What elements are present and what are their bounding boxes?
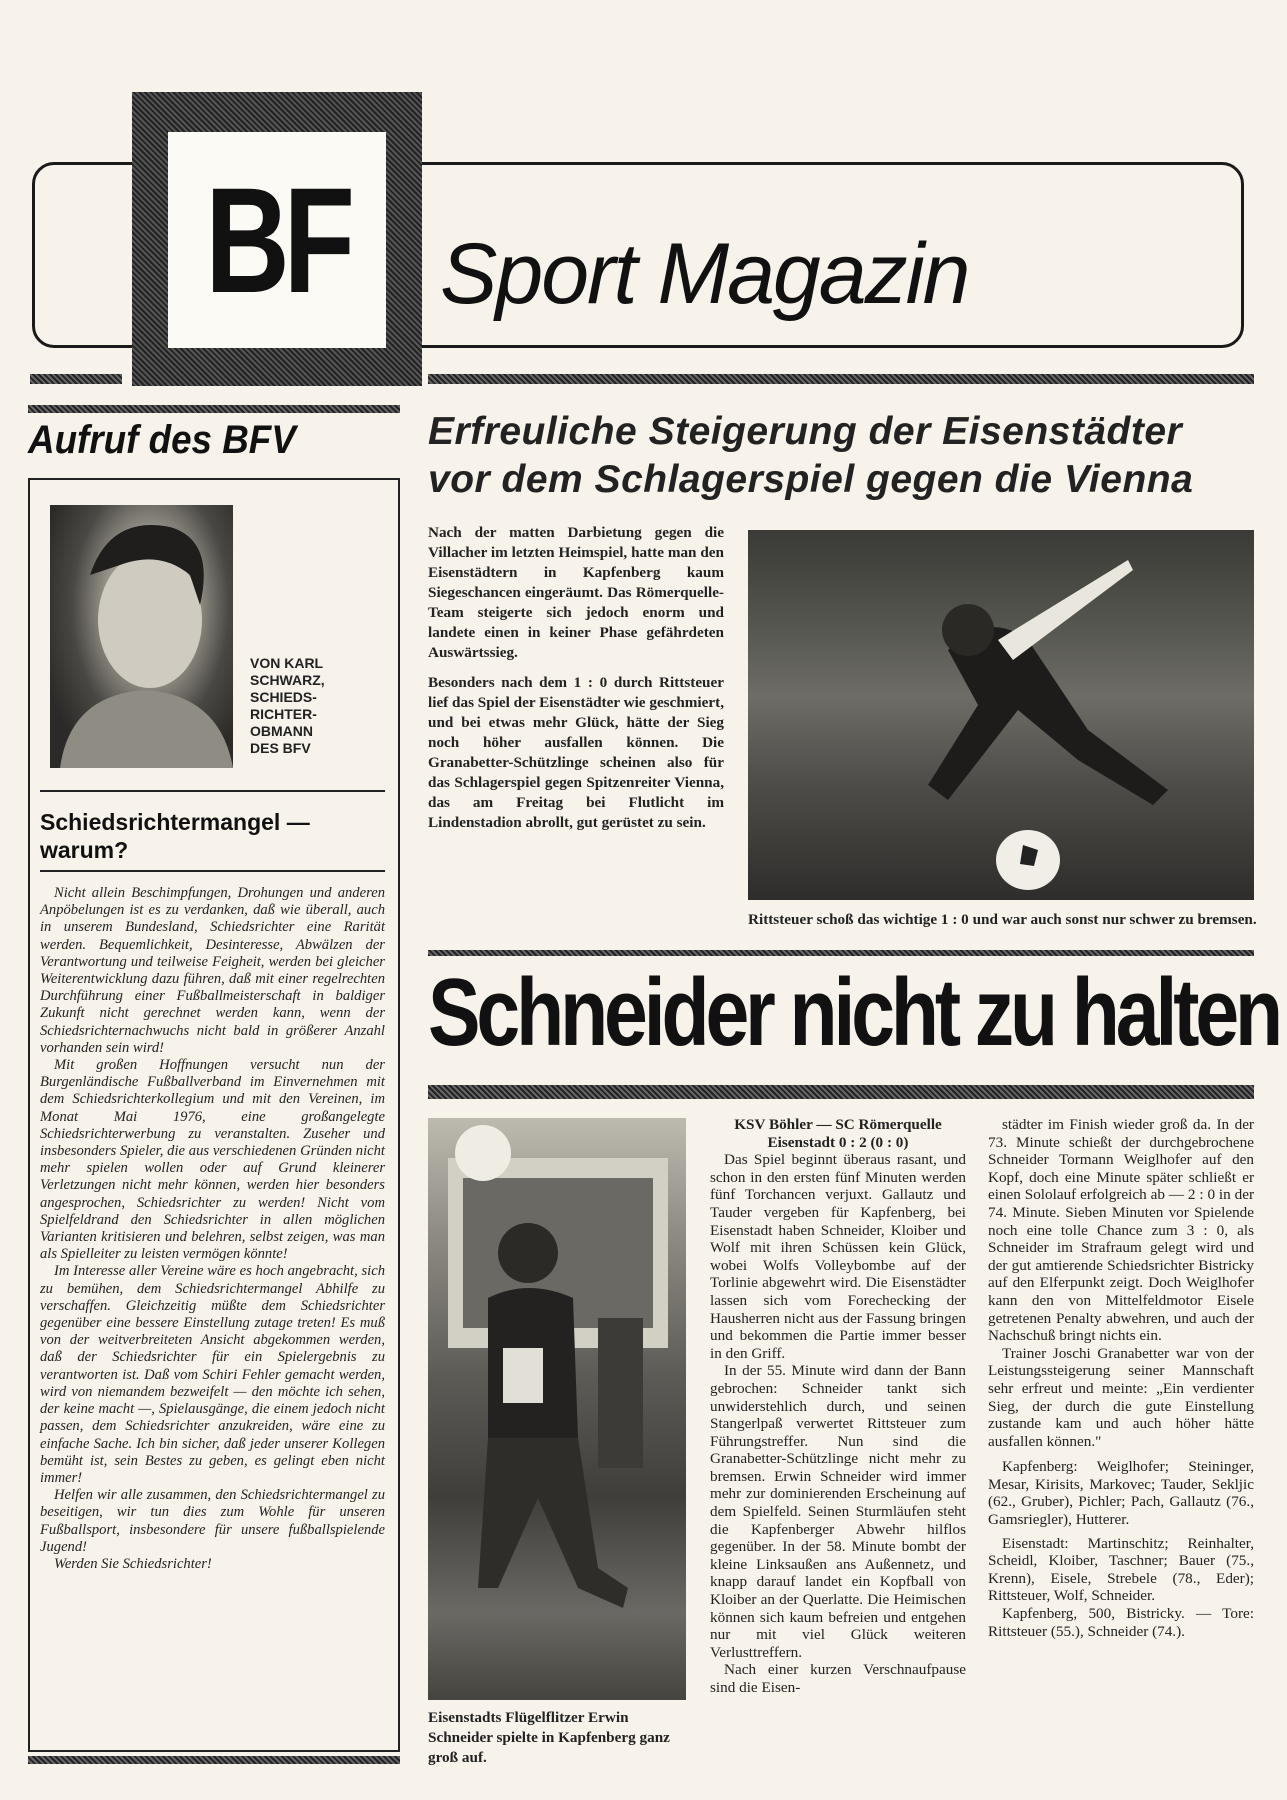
article2-photo-caption: Eisenstadts Flügelflitzer Erwin Schneider spielte in Kapfenberg ganz groß auf. [428, 1709, 670, 1766]
lineup-kapfenberg: Kapfenberg: Weiglhofer; Steininger, Mesar, Kirisits, Markovec; Tauder, Sekljic (62., Gruber), Pichler; Pach, Gallautz (76., Gamsriegler), Hutterer. [988, 1458, 1254, 1529]
article2-column-3 [988, 1116, 1254, 1640]
article1-text [428, 523, 724, 843]
author-byline [250, 655, 370, 757]
byline-line: VON KARL [250, 655, 324, 671]
rule-right-top [428, 374, 1254, 384]
author-portrait [50, 505, 233, 768]
left-column-text [40, 885, 385, 1573]
rule-left-short [30, 374, 122, 384]
paragraph: Das Spiel beginnt überaus rasant, und schon in den ersten fünf Minuten werden fünf Torchancen verjuxt. Gallautz und Tauder vergeben für Kapfenberg, bei Eisenstadt haben Schneider, Kloiber und Wolf mit ihren Schüssen kein Glück, wobei Wolfs Volleybombe auf der Torlinie abgewehrt wird. Die Eisenstädter lassen sich vom Forechecking der Hausherren nicht aus der Fassung bringen und bekommen die Partie immer besser in den Griff. [710, 1151, 966, 1362]
rule-left-bottom [28, 1756, 400, 1764]
article2-headline: Schneider nicht zu halten [428, 959, 1280, 1066]
paragraph: Besonders nach dem 1 : 0 durch Rittsteuer lief das Spiel der Eisenstädter wie geschmiert, und bei etwas mehr Glück, hätte der Sieg noch höher ausfallen können. Die Granabetter-Schützlinge scheinen also für das Schlagerspiel gegen Spitzenreiter Vienna, das am Freitag bei Flutlicht im Lindenstadion abrollt, gut gerüstet zu sein. [428, 674, 724, 831]
article1-headline [428, 408, 1258, 504]
match-header: KSV Böhler — SC Römerquelle Eisenstadt 0 : 2 (0 : 0) [734, 1116, 942, 1151]
article2-column-2 [710, 1116, 966, 1697]
byline-line: DES BFV [250, 740, 311, 756]
rule-above-headline2 [428, 950, 1254, 956]
left-column-heading: Aufruf des BFV [28, 418, 296, 462]
headline-line: Erfreuliche Steigerung der Eisenstädter [428, 410, 1183, 453]
left-subheading: Schiedsrichtermangel — warum? [40, 809, 310, 863]
rule-left-column [28, 405, 400, 413]
lineup-eisenstadt: Eisenstadt: Martinschitz; Reinhalter, Scheidl, Kloiber, Taschner; Bauer (75., Krenn), Eisele, Strebele (78., Eder); Rittsteuer, Wolf, Schneider. [988, 1534, 1254, 1605]
byline-line: SCHWARZ, [250, 672, 325, 688]
paragraph: In der 55. Minute wird dann der Bann gebrochen: Schneider tankt sich unwiderstehlich durch, und seinen Stangerlpaß verwertet Rittsteuer zum Führungstreffer. Nun sind die Granabetter-Schützlinge nicht mehr zu bremsen. Erwin Schneider wird immer mehr zur dominierenden Erscheinung auf dem Spielfeld. Seinen Sturmläufen steht die Kapfenberger Abwehr hilflos gegenüber. In der 58. Minute bombt der kleine Linksaußen ans Außennetz, und knapp darauf landet ein Kopfball von Kloiber an der Querlatte. Die Heimischen können sich kaum befreien und entgehen nur mit viel Glück weiteren Verlusttreffern. [710, 1362, 966, 1661]
article2-photo [428, 1118, 686, 1700]
logo: BF [205, 155, 349, 324]
paragraph: Werden Sie Schiedsrichter! [54, 1555, 212, 1572]
paragraph: Nicht allein Beschimpfungen, Drohungen und anderen Anpöbelungen ist es zu verdanken, daß wie überall, auch in unserem Bundesland, Schiedsrichter eine Rarität werden. Bequemlichkeit, Desinteresse, Abwälzen der Verantwortung und teilweise Feigheit, werden bei gleicher Weiterentwicklung dazu führen, daß mit einer regelrechten Durchführung einer Fußballmeisterschaft in baldiger Zukunft nicht gerechnet werden kann, wenn der Schiedsrichternachwuchs nicht bald in größerer Anzahl vorhanden sein wird! [40, 885, 385, 1056]
byline-line: SCHIEDS- [250, 689, 317, 705]
article1-photo [748, 530, 1254, 900]
divider-left-2 [40, 870, 385, 872]
portrait-figure [50, 505, 233, 768]
byline-line: OBMANN [250, 723, 313, 739]
rule-below-headline2 [428, 1085, 1254, 1099]
paragraph: Nach einer kurzen Verschnaufpause sind die Eisen- [710, 1661, 966, 1696]
magazine-title: Sport Magazin [440, 226, 969, 322]
article1-photo-caption: Rittsteuer schoß das wichtige 1 : 0 und war auch sonst nur schwer zu bremsen. [748, 911, 1257, 928]
paragraph: Nach der matten Darbietung gegen die Villacher im letzten Heimspiel, hatte man den Eisenstädtern in Kapfenberg kaum Siegeschancen eingeräumt. Das Römerquelle-Team steigerte sich jedoch enorm und landete einen in keiner Phase gefährdeten Auswärtssieg. [428, 524, 724, 661]
headline-line: vor dem Schlagerspiel gegen die Vienna [428, 458, 1194, 501]
paragraph: Mit großen Hoffnungen versucht nun der Burgenländische Fußballverband im Einvernehmen mit dem Schiedsrichterkollegium und mit den Vereinen, im Monat Mai 1976, eine großangelegte Schiedsrichterwerbung zu veranstalten. Zuseher und insbesonders Spieler, die aus verschiedenen Gründen nicht mehr spielen wollen oder auf Grund kleinerer Verletzungen nicht mehr können, werden hier besonders angesprochen, Schiedsrichter zu werden! Nicht vom Spielfeldrand den Schiedsrichter in allen möglichen Varianten kritisieren und belehren, selbst zeigen, was man als Spielleiter zu leisten vermögen könnte! [40, 1057, 385, 1263]
paragraph: Im Interesse aller Vereine wäre es hoch angebracht, sich zu bemühen, dem Schiedsrichtermangel Abhilfe zu verschaffen. Gleichzeitig müßte dem Schiedsrichter gegenüber eine bessere Einstellung zutage treten! Es muß von der weitverbreiteten Ansicht abgekommen werden, daß der Schiedsrichter für ein Spielergebnis zu verantworten ist. Daß vom Schiri Fehler gemacht werden, wird von niemandem bezweifelt — den möchte ich sehen, der keine macht —, Spielausgänge, die einem jedoch nicht passen, dem Schiedsrichter anzukreiden, wäre eine zu einfache Sache. Ich bin sicher, daß jeder unserer Kollegen bemüht ist, sein Bestes zu geben, es gelingt eben nicht immer! [40, 1263, 385, 1486]
photo1-figure [748, 530, 1254, 900]
paragraph: städter im Finish wieder groß da. In der 73. Minute schießt der durchgebrochene Schneider Tormann Weiglhofer auf den Kopf, doch eine Minute später schließt er einen Sololauf erfolgreich ab — 2 : 0 in der 74. Minute. Sieben Minuten vor Spielende noch eine tolle Chance zum 3 : 0, als Schneider im Strafraum gelegt wird und der gut amtierende Schiedsrichter Bistricky auf den Elferpunkt zeigt. Doch Weiglhofer kann den von Mittelfeldmotor Eisele getretenen Penalty abwehren, und auch der Nachschuß bringt nichts ein. [988, 1116, 1254, 1345]
byline-line: RICHTER- [250, 706, 317, 722]
divider-left [40, 790, 385, 792]
match-facts: Kapfenberg, 500, Bistricky. — Tore: Rittsteuer (55.), Schneider (74.). [988, 1605, 1254, 1640]
paragraph: Helfen wir alle zusammen, den Schiedsrichtermangel zu beseitigen, wir tun dies zum Wohle für unseren Fußballsport, insbesondere für unsere fußballspielende Jugend! [40, 1487, 385, 1555]
paragraph: Trainer Joschi Granabetter war von der Leistungssteigerung seiner Mannschaft sehr erfreut und meinte: „Ein verdienter Sieg, der durch die gute Einstellung zustande kam und auch höher hätte ausfallen können." [988, 1344, 1254, 1450]
photo2-figure [428, 1118, 686, 1700]
